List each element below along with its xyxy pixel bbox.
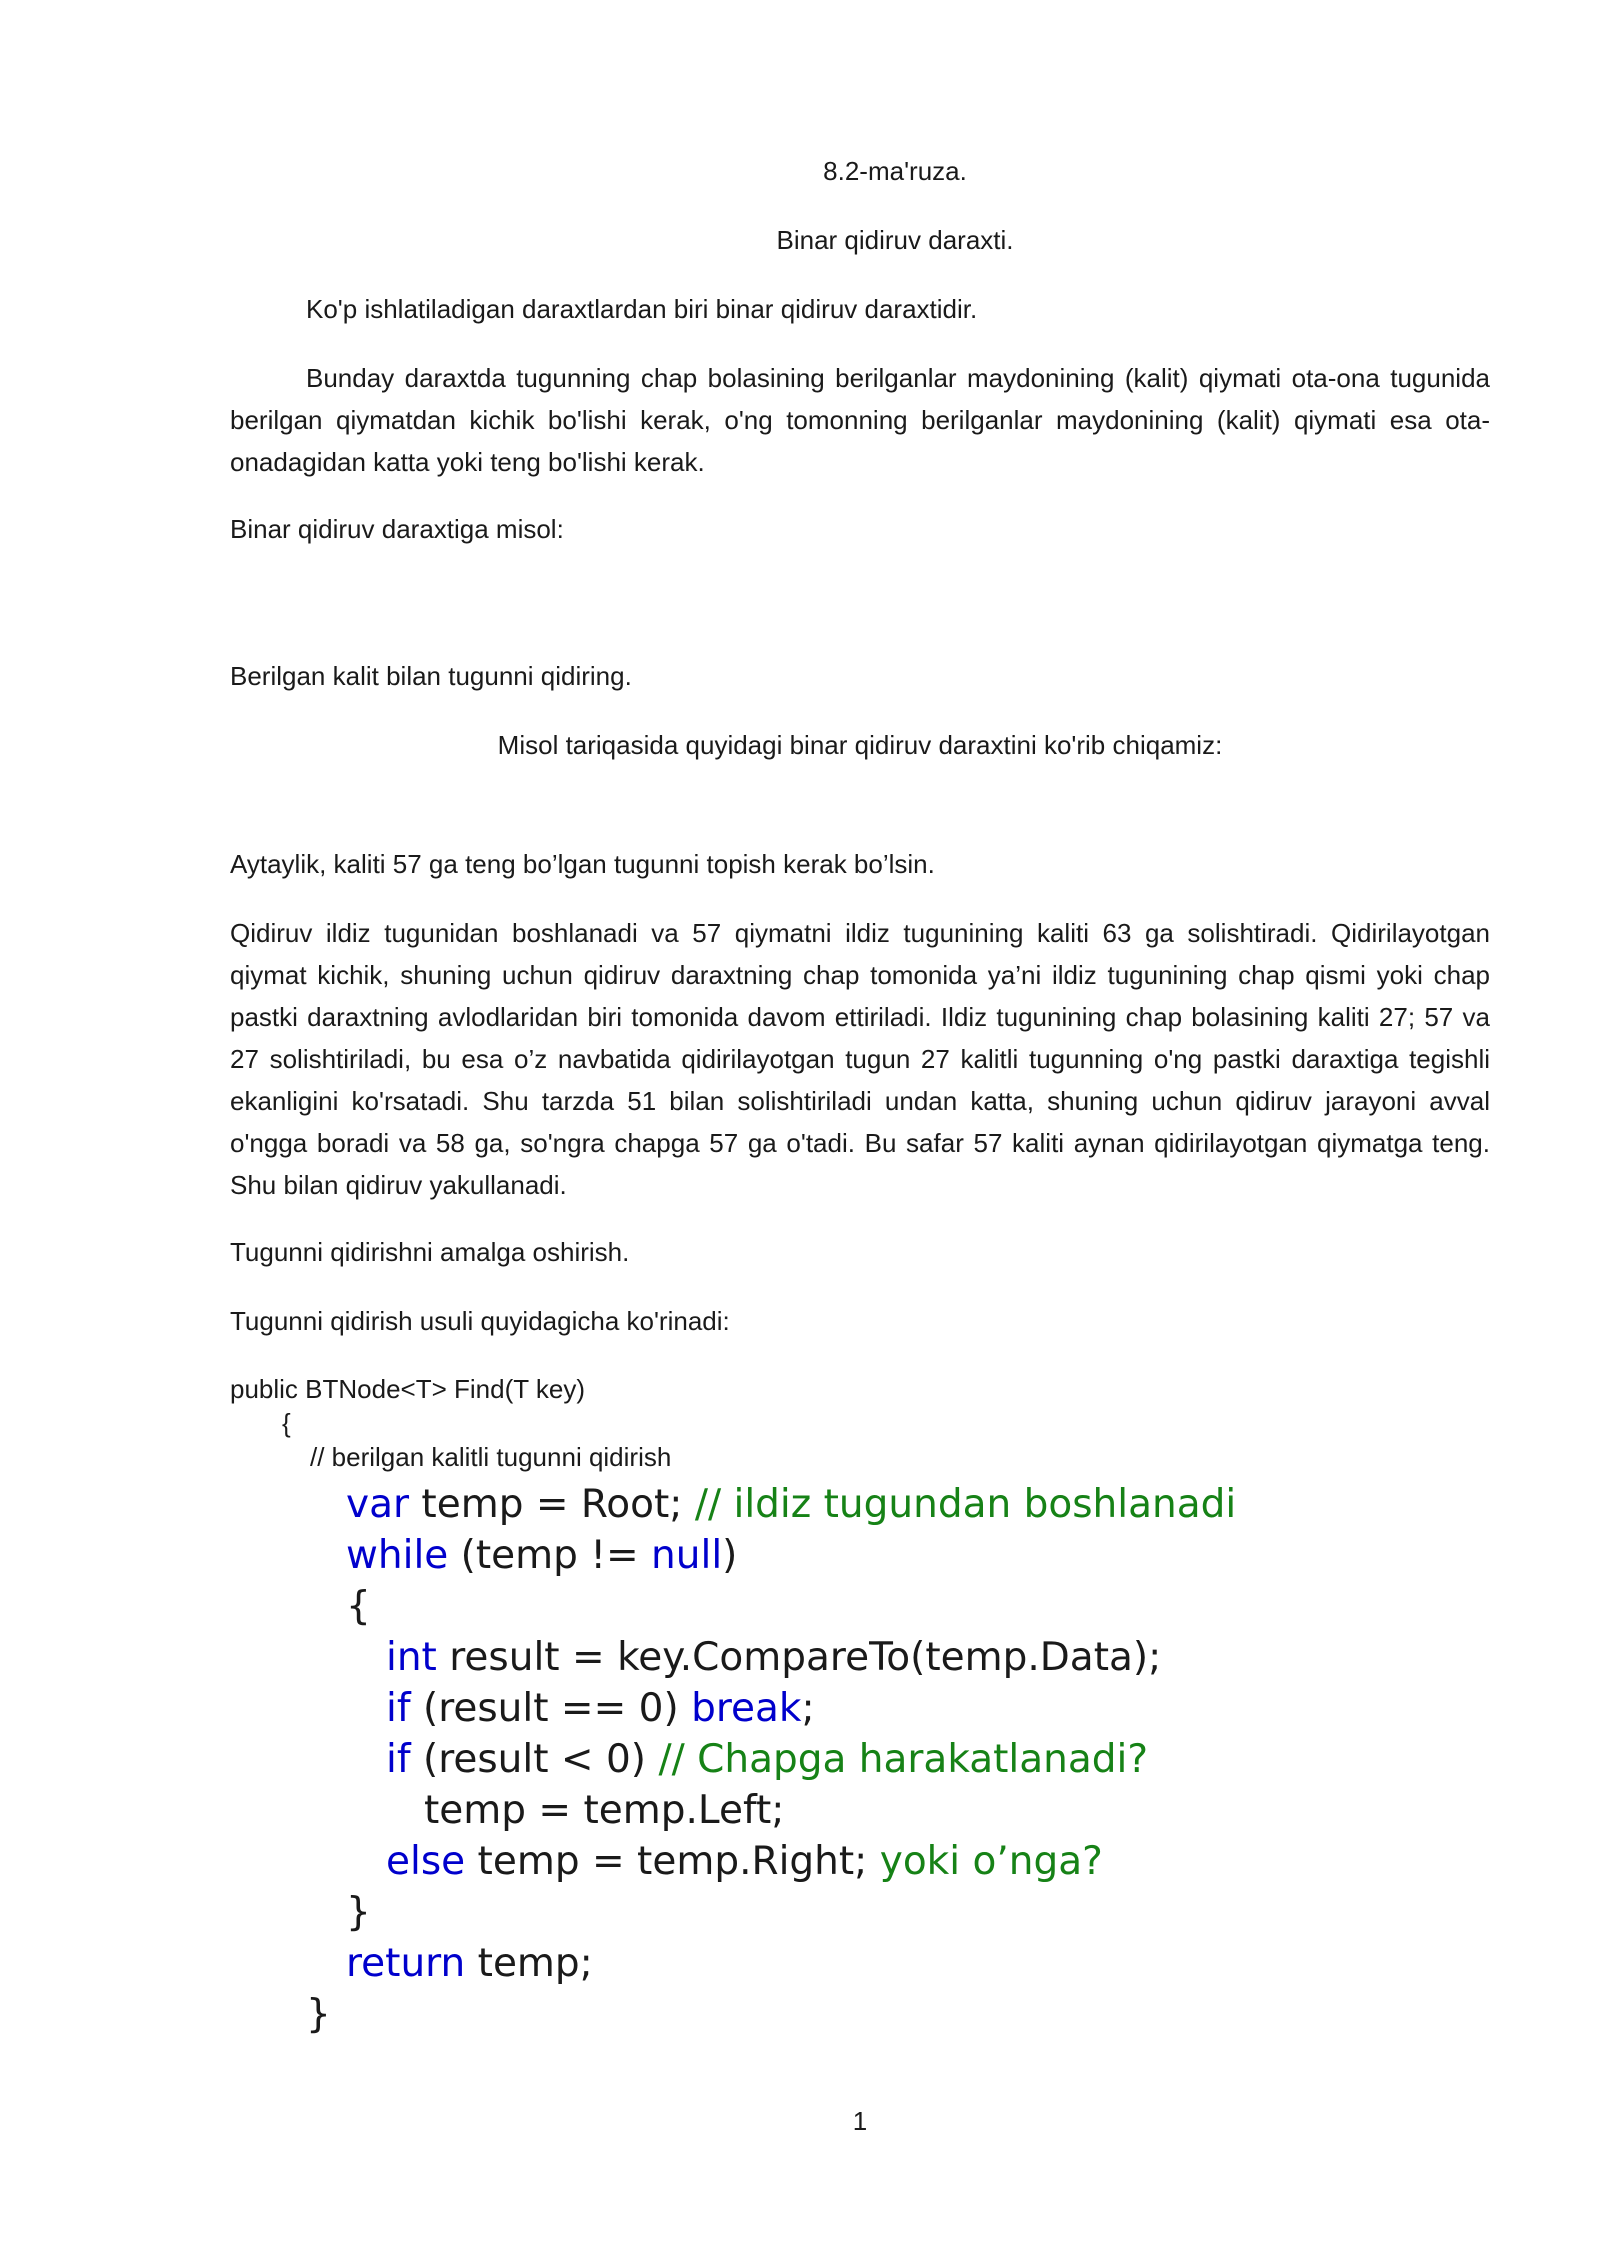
page-number: 1 <box>852 2106 868 2136</box>
keyword-return: return <box>346 1941 466 1986</box>
code-line-return <box>346 1938 593 1989</box>
keyword-while: while <box>346 1533 449 1578</box>
code-text: (result == 0) <box>410 1686 692 1731</box>
code-text: ) <box>722 1533 738 1578</box>
keyword-var: var <box>346 1482 410 1527</box>
code-text: } <box>346 1890 371 1935</box>
code-text: temp; <box>465 1941 593 1986</box>
definition-paragraph: Bunday daraxtda tugunning chap bolasining berilganlar maydonining (kalit) qiymati ota-ona tugunida berilgan qiymatdan kichik bo'lishi kerak, o'ng tomonning berilganlar maydonining (kalit) qiymati esa ota-onadagidan katta yoki teng bo'lishi kerak. <box>230 363 1490 477</box>
page-title: Binar qidiruv daraxti. <box>776 225 1014 255</box>
intro-paragraph: Ko'p ishlatiladigan daraxtlardan biri binar qidiruv daraxtidir. <box>306 294 978 324</box>
code-text: temp = Root; <box>409 1482 695 1527</box>
code-line-if-break <box>386 1683 815 1734</box>
implementation-heading: Tugunni qidirishni amalga oshirish. <box>230 1237 630 1267</box>
keyword-else: else <box>386 1839 466 1884</box>
code-text: { <box>346 1584 371 1629</box>
code-text: ; <box>801 1686 815 1731</box>
keyword-break: break <box>691 1686 802 1731</box>
example-label: Binar qidiruv daraxtiga misol: <box>230 514 564 544</box>
code-text: (result < 0) <box>410 1737 659 1782</box>
explanation-paragraph: Qidiruv ildiz tugunidan boshlanadi va 57 qiymatni ildiz tugunining kaliti 63 ga solishtiradi. Qidirilayotgan qiymat kichik, shuning uchun qidiruv daraxtning chap tomonida ya’ni ildiz tugunining chap qismi yoki chap pastki daraxtning avlodlaridan biri tomonida davom ettiriladi. Ildiz tugunining chap bolasining kaliti 27; 57 va 27 solishtiriladi, bu esa o’z navbatida qidirilayotgan tugun 27 kalitli tugunning o'ng pastki daraxtiga tegishli ekanligini ko'rsatadi. Shu tarzda 51 bilan solishtiriladi undan katta, shuning uchun qidiruv jarayoni avval o'ngga boradi va 58 ga, so'ngra chapga 57 ga o'tadi. Bu safar 57 kaliti aynan qidirilayotgan qiymatga teng. Shu bilan qidiruv yakullanadi. <box>230 918 1490 1200</box>
method-intro: Tugunni qidirish usuli quyidagicha ko'rinadi: <box>230 1306 730 1336</box>
code-comment-line: // berilgan kalitli tugunni qidirish <box>310 1442 672 1472</box>
code-line-if-left <box>386 1734 1148 1785</box>
assumption-paragraph: Aytaylik, kaliti 57 ga teng bo’lgan tugunni topish kerak bo’lsin. <box>230 849 935 879</box>
code-line-brace-open <box>346 1581 371 1632</box>
code-comment: // ildiz tugundan boshlanadi <box>694 1482 1237 1527</box>
keyword-if: if <box>386 1737 411 1782</box>
keyword-if: if <box>386 1686 411 1731</box>
code-text: result = key.CompareTo(temp.Data); <box>436 1635 1162 1680</box>
code-line-while <box>346 1530 737 1581</box>
lecture-number: 8.2-ma'ruza. <box>823 156 967 186</box>
keyword-null: null <box>651 1533 723 1578</box>
example-intro: Misol tariqasida quyidagi binar qidiruv daraxtini ko'rib chiqamiz: <box>497 730 1223 760</box>
code-line-int <box>386 1632 1161 1683</box>
code-signature: public BTNode<T> Find(T key) <box>230 1374 585 1404</box>
code-text: temp = temp.Left; <box>424 1788 785 1833</box>
code-comment: // Chapga harakatlanadi? <box>658 1737 1149 1782</box>
code-text: temp = temp.Right; <box>465 1839 880 1884</box>
keyword-int: int <box>386 1635 437 1680</box>
code-open-brace: { <box>282 1408 291 1438</box>
code-line-var <box>346 1479 1236 1530</box>
code-text: (temp != <box>448 1533 652 1578</box>
code-text: } <box>306 1992 331 2037</box>
code-line-temp-left <box>424 1785 784 1836</box>
search-heading: Berilgan kalit bilan tugunni qidiring. <box>230 661 632 691</box>
code-line-method-close <box>306 1989 331 2040</box>
code-line-brace-close <box>346 1887 371 1938</box>
code-line-else <box>386 1836 1103 1887</box>
code-comment: yoki o’nga? <box>879 1839 1103 1884</box>
